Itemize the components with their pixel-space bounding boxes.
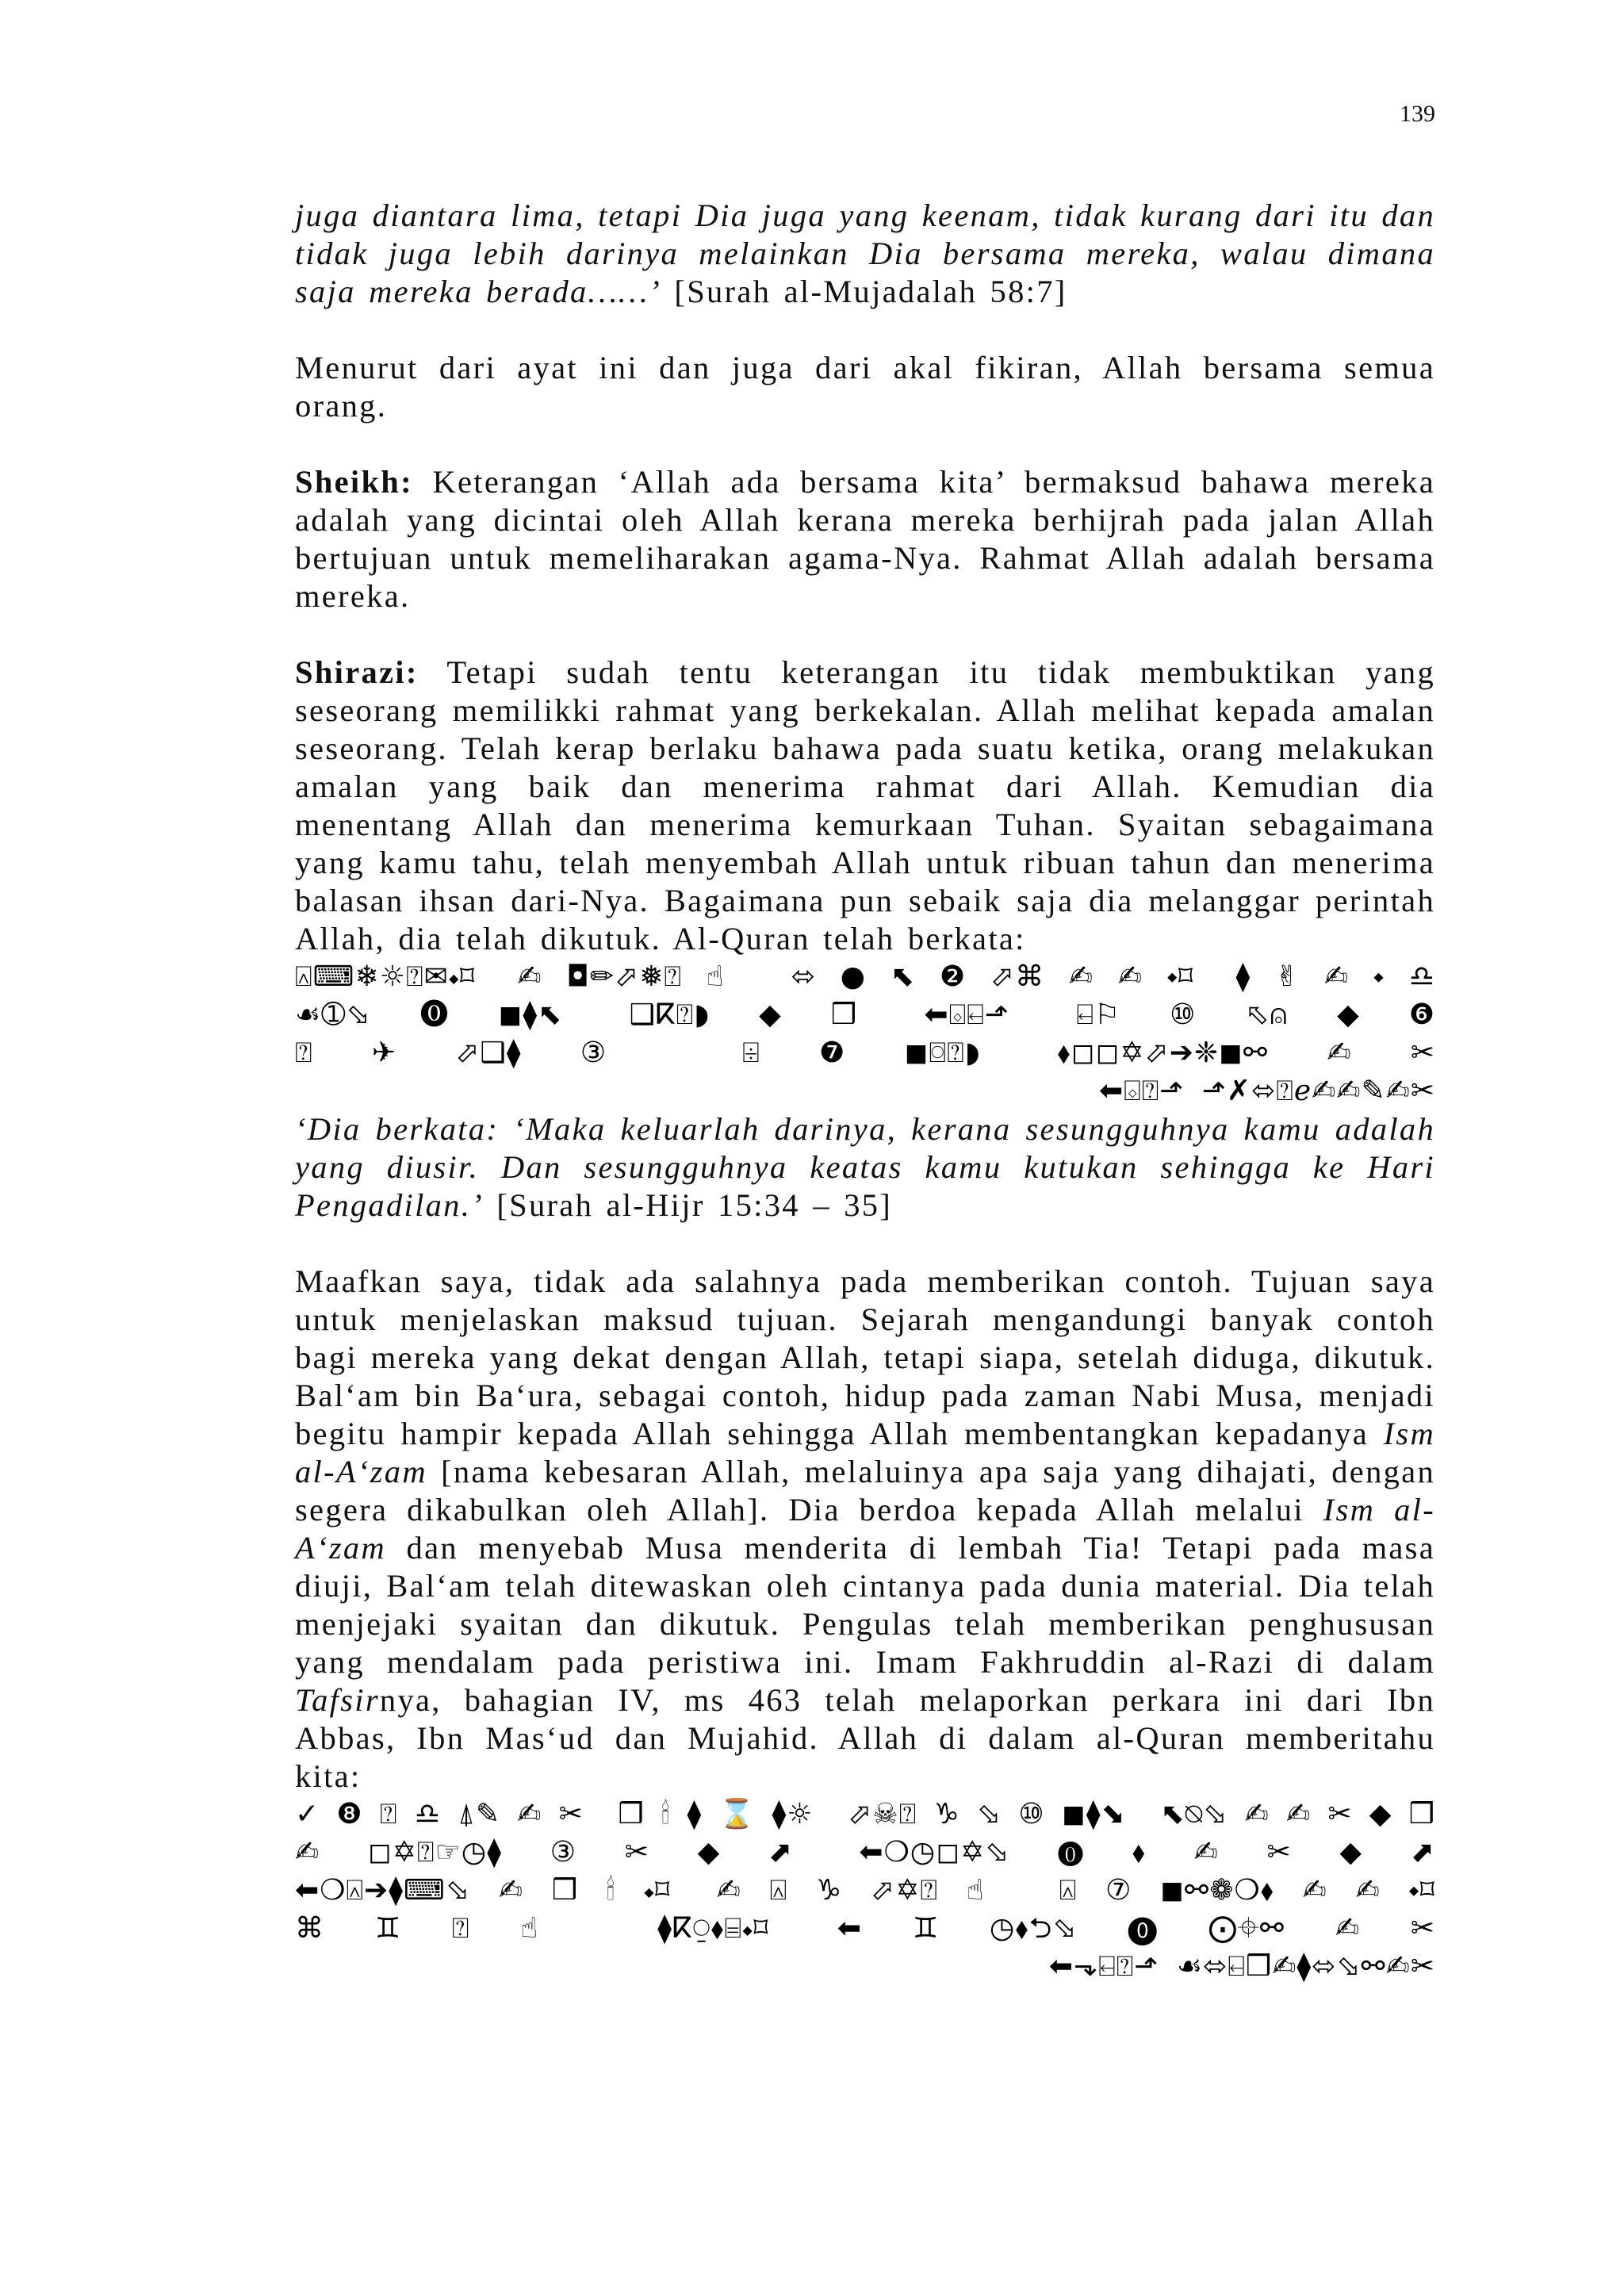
dialogue-shirazi <box>295 654 1435 958</box>
arabic-verse-line: ⬅⌺⍰⬏ ⬏✗⬄⍰ℯ✍✍✎✍✂ <box>1098 1075 1435 1107</box>
term-italic: Ism al-A‘zam <box>295 1416 1435 1489</box>
arabic-verse-line: ☙➀⬂⓿◼⧫⬉ ❑ⴽ⍰◗◆❒ ⬅⌺⍇⬏ ⍇⚐⑩⬁⍝◆❻ <box>295 999 1435 1031</box>
arabic-verse-block-2 <box>295 1796 1435 1986</box>
arabic-verse-line: ⌘♊⍰☝ ⧫ⴽ⍜⬧⌸⬩⌑ ⬅♊◷⬧⮌⬂⓿⨀⌖⚯✍✂ <box>295 1912 1435 1945</box>
dialogue-sheikh <box>295 463 1435 615</box>
verse-text: ‘Dia berkata: ‘Maka keluarlah darinya, kerana sesungguhnya kamu adalah yang diusir. Dan sesungguhnya keatas kamu kutukan sehingga ke Hari Pengadilan.’ <box>295 1111 1435 1223</box>
arabic-verse-line: ⍓⌨❄☼⍰✉⬩⌑ ✍◘✏⬀❅⍰☝ ⬄●⬉❷⬀⌘✍✍⬩⌑ ⧫✌✍⬩♎ <box>295 960 1435 993</box>
speaker-label: Sheikh: <box>295 464 413 500</box>
paragraph-commentary: Menurut dari ayat ini dan juga dari akal fikiran, Allah bersama semua orang. <box>295 350 1435 424</box>
term-italic: Ism al-A‘zam <box>295 1492 1435 1566</box>
verse-citation: [Surah al-Mujadalah 58:7] <box>661 274 1067 309</box>
page-number: 139 <box>1400 101 1435 127</box>
dialogue-text: Tetapi sudah tentu keterangan itu tidak membuktikan yang seseorang memilikki rahmat yang berkekalan. Allah melihat kepada amalan seseorang. Telah kerap berlaku bahawa pada suatu ketika, orang melakukan amalan yang baik dan menerima rahmat dari Allah. Kemudian dia menentang Allah dan menerima kemurkaan Tuhan. Syaitan sebagaimana yang kamu tahu, telah menyembah Allah untuk ribuan tahun dan menerima balasan ihsan dari-Nya. Bagaimana pun sebaik saja dia melanggar perintah Allah, dia telah dikutuk. Al-Quran telah berkata: <box>295 654 1435 956</box>
text-run: [nama kebesaran Allah, melaluinya apa saja yang dihajati, dengan segera dikabulkan oleh Allah]. Dia berdoa kepada Allah melalui <box>295 1454 1435 1527</box>
arabic-verse-line: ⬅⬎⍇⍰⬏ ☙⬄⍇❒✍⧫⬄⬂⚯✍✂ <box>1048 1950 1435 1983</box>
page-body <box>295 197 1435 1986</box>
speaker-label: Shirazi: <box>295 654 419 690</box>
verse-citation: [Surah al-Hijr 15:34 – 35] <box>483 1187 893 1223</box>
quran-verse-translation-2 <box>295 1110 1435 1225</box>
dialogue-text: Keterangan ‘Allah ada bersama kita’ bermaksud bahawa mereka adalah yang dicintai oleh Allah kerana mereka berhijrah pada jalan Allah bertujuan untuk memeliharakan agama-Nya. Rahmat Allah adalah bersama mereka. <box>295 464 1435 614</box>
arabic-verse-line: ✓❽⍰♎⍋✎✍✂ ❒🕯⧫⌛⧫☼ ⬀☠⍰♑⬂⑩◼⧫⬊ ⬉⍉⬂✍✍✂◆❒ <box>295 1798 1435 1830</box>
text-run: Maafkan saya, tidak ada salahnya pada memberikan contoh. Tujuan saya untuk menjelaskan maksud tujuan. Sejarah mengandungi banyak contoh bagi mereka yang dekat dengan Allah, tetapi siapa, setelah diduga, dikutuk. Bal‘am bin Ba‘ura, sebagai contoh, hidup pada zaman Nabi Musa, menjadi begitu hampir kepada Allah sehingga Allah membentangkan kepadanya <box>295 1263 1435 1451</box>
text-run: nya, bahagian IV, ms 463 telah melaporkan perkara ini dari Ibn Abbas, Ibn Mas‘ud dan Mujahid. Allah di dalam al-Quran memberitahu kita: <box>295 1682 1435 1794</box>
arabic-verse-line: ✍◻✡⍰☞◷⧫③✂◆⬈ ⬅❍◷◻✡⬂⓿⬧✍✂◆⬈ <box>295 1836 1435 1869</box>
arabic-verse-line: ⍰✈⬀❑⧫③ ⌹❼◼⌼⍰◗ ⬧◻◻✡⬀➔❈◼⚯✍✂ <box>295 1037 1435 1069</box>
text-run: dan menyebab Musa menderita di lembah Tia! Tetapi pada masa diuji, Bal‘am telah ditewaskan oleh cintanya pada dunia material. Dia telah menjejaki syaitan dan dikutuk. Pengulas telah memberikan penghususan yang mendalam pada peristiwa ini. Imam Fakhruddin al-Razi di dalam <box>295 1530 1435 1680</box>
term-italic: Tafsir <box>295 1682 380 1718</box>
arabic-verse-line: ⬅❍⍓➔⧫⌨⬂✍❒🕯⬩⌑ ✍⍓♑⬀✡⍰☝ ⍓⑦◼⚯❁❍⬧✍✍⬩⌑ <box>295 1874 1435 1907</box>
quran-verse-translation-1 <box>295 197 1435 311</box>
verse-text: juga diantara lima, tetapi Dia juga yang keenam, tidak kurang dari itu dan tidak juga lebih darinya melainkan Dia bersama mereka, walau dimana saja mereka berada……’ <box>295 197 1435 309</box>
paragraph-balam <box>295 1263 1435 1796</box>
arabic-verse-block-1 <box>295 958 1435 1110</box>
